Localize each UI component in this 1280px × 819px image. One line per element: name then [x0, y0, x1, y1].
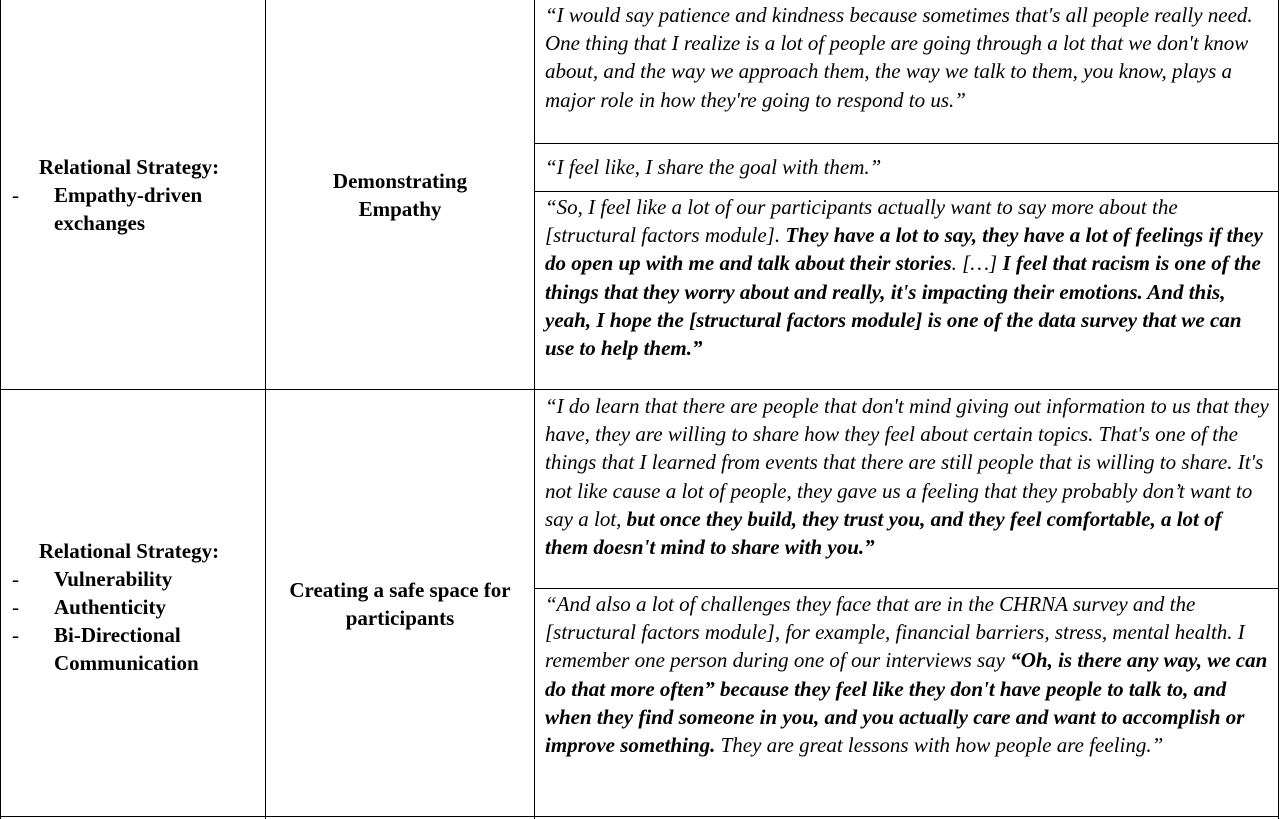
- quote-segment: “I do learn that there are people that don't mind giving out information to us that they have, they are willing to share how they feel about certain topics. That's one of the things that I learned from events that there are still people that is willing to share. It's not like cause a lot of people, they gave us a feeling that they probably don’t want to say a lot,: [545, 394, 1269, 531]
- quote-text: [545, 193, 1270, 362]
- quote-divider: [534, 588, 1279, 589]
- quote-segment: They are great lessons with how people are feeling.”: [715, 733, 1164, 758]
- quote-cell: [534, 590, 1280, 818]
- strategy-item: [0, 593, 266, 621]
- list-marker: -: [12, 623, 19, 647]
- quote-divider: [534, 143, 1279, 144]
- quote-text: [545, 1, 1270, 114]
- strategy-heading: Relational Strategy:: [38, 539, 220, 563]
- table-border-bottom: [0, 816, 1279, 817]
- quote-segment: “I feel like, I share the goal with them.”: [545, 155, 882, 179]
- list-marker: -: [12, 567, 19, 591]
- quote-text: [545, 590, 1270, 759]
- strategy-item: [0, 181, 266, 237]
- quote-cell: [534, 193, 1280, 389]
- strategy-cell: [0, 390, 266, 818]
- theme-label: Creating a safe space for participants: [289, 578, 511, 630]
- strategy-item-text: Authenticity: [54, 595, 166, 619]
- quote-cell: [534, 153, 1280, 191]
- quote-cell: [534, 392, 1280, 588]
- quote-emphasis: They have a lot to say, they have a lot of feelings if they do open up with me and talk about their stories: [545, 223, 1263, 276]
- list-marker: -: [12, 595, 19, 619]
- strategy-item: [0, 621, 266, 677]
- quote-segment: . […]: [951, 251, 1003, 276]
- quote-text: [545, 392, 1270, 561]
- theme-cell: [266, 0, 534, 389]
- table-border-right: [1278, 0, 1279, 819]
- quote-segment: “And also a lot of challenges they face that are in the CHRNA survey and the [structural factors module], for example, financial barriers, stress, mental health. I remember one person during one of our interviews say: [545, 592, 1245, 673]
- theme-cell: [266, 390, 534, 818]
- strategy-item-text: Empathy-driven exchanges: [54, 182, 203, 235]
- strategy-item-text: Bi-Directional Communication: [54, 623, 199, 675]
- strategy-item-text: Vulnerability: [54, 567, 173, 591]
- row-divider: [0, 389, 1279, 390]
- strategy-item: [0, 565, 266, 593]
- quote-text: [545, 153, 1270, 181]
- theme-label: Demonstrating Empathy: [332, 168, 468, 221]
- quote-emphasis: “Oh, is there any way, we can do that more often” because they feel like they don't have people to talk to, and when they find someone in you, and you actually care and want to accomplish or improve something.: [545, 648, 1268, 758]
- quote-segment: “I would say patience and kindness because sometimes that's all people really need. One thing that I realize is a lot of people are going through a lot that we don't know about, and the way we approach them, the way we talk to them, you know, plays a major role in how they're going to respond to us.”: [545, 3, 1253, 112]
- quote-divider: [534, 191, 1279, 192]
- quote-cell: [534, 1, 1280, 143]
- column-divider: [265, 0, 266, 819]
- column-divider: [534, 0, 535, 819]
- strategy-heading: Relational Strategy:: [38, 154, 220, 179]
- strategy-cell: [0, 0, 266, 389]
- table-border-left: [0, 0, 1, 819]
- quote-emphasis: I feel that racism is one of the things that they worry about and really, it's impacting their emotions. And this, yeah, I hope the [structural factors module] is one of the data survey that we can use to help them.”: [545, 251, 1261, 361]
- list-marker: -: [12, 182, 19, 207]
- quote-segment: “So, I feel like a lot of our participants actually want to say more about the [structural factors module].: [545, 195, 1178, 248]
- quote-emphasis: but once they build, they trust you, and they feel comfortable, a lot of them doesn't mind to share with you.”: [545, 506, 1222, 560]
